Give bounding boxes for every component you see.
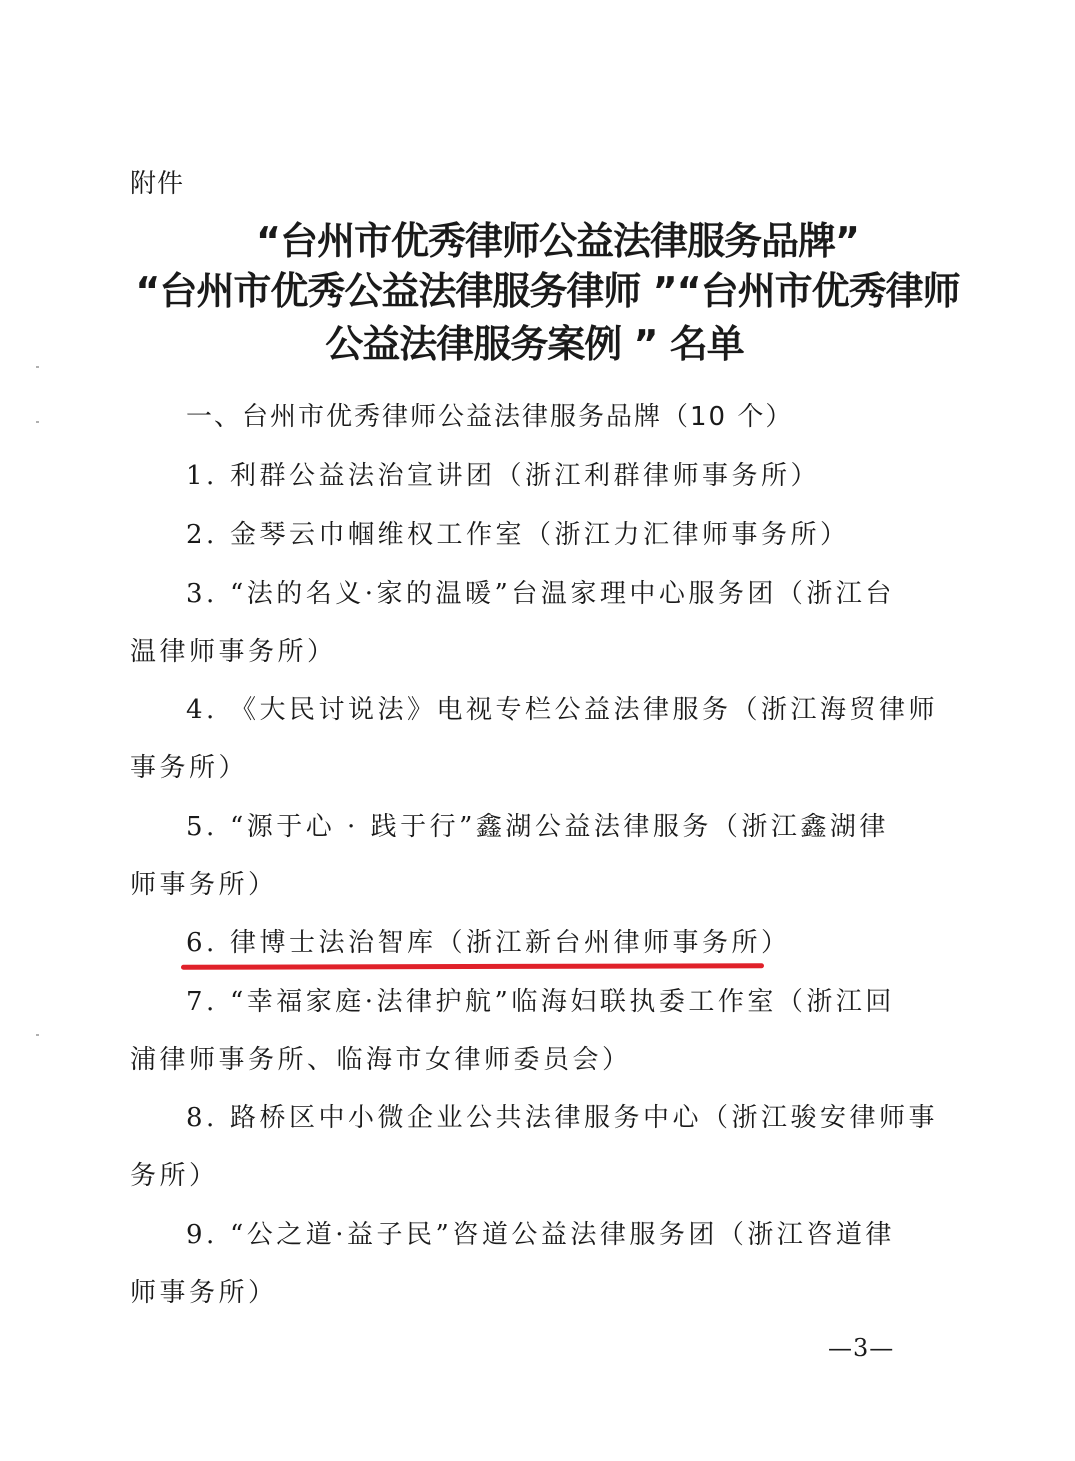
list-item — [186, 514, 850, 551]
red-underline-highlight — [181, 963, 764, 970]
item-text: 路桥区中小微企业公共法律服务中心（浙江骏安律师事 — [230, 1103, 939, 1133]
document-title-line-2: “台州市优秀公益法律服务律师 ”“台州市优秀律师 — [135, 269, 960, 313]
scan-speck — [36, 1034, 39, 1036]
list-item — [186, 573, 895, 610]
item-text: 利群公益法治宣讲团（浙江利群律师事务所） — [230, 461, 821, 491]
item-text: “法的名义·家的温暖”台温家理中心服务团（浙江台 — [230, 579, 895, 609]
list-item-continuation: 务所） — [130, 1161, 219, 1191]
attachment-label: 附件 — [130, 169, 185, 199]
list-item — [186, 1214, 895, 1251]
list-item — [186, 455, 820, 492]
list-item — [186, 806, 889, 843]
item-text: “公之道·益子民”咨道公益法律服务团（浙江咨道律 — [230, 1220, 895, 1250]
item-number: 8. — [186, 1103, 218, 1133]
item-text: 《大民讨说法》电视专栏公益法律服务（浙江海贸律师 — [230, 695, 939, 725]
item-text: “源于心 · 践于行”鑫湖公益法律服务（浙江鑫湖律 — [230, 812, 889, 842]
item-number: 5. — [186, 812, 218, 842]
list-item-continuation: 师事务所） — [130, 1278, 278, 1308]
item-number: 9. — [186, 1220, 218, 1250]
item-text: 金琴云巾帼维权工作室（浙江力汇律师事务所） — [230, 520, 850, 550]
item-number: 6. — [186, 928, 218, 958]
item-number: 4. — [186, 695, 218, 725]
document-title-line-1: “台州市优秀律师公益法律服务品牌” — [256, 219, 859, 263]
list-item — [186, 981, 895, 1018]
section-heading: 一、台州市优秀律师公益法律服务品牌（10 个） — [186, 402, 794, 432]
item-number: 7. — [186, 987, 218, 1017]
list-item-continuation: 温律师事务所） — [130, 637, 337, 667]
list-item-continuation: 浦律师事务所、临海市女律师委员会） — [130, 1045, 632, 1075]
list-item — [186, 689, 938, 726]
list-item-highlighted — [186, 922, 791, 959]
item-text: 律博士法治智库（浙江新台州律师事务所） — [230, 928, 791, 958]
item-text: “幸福家庭·法律护航”临海妇联执委工作室（浙江回 — [230, 987, 895, 1017]
page-number: —3— — [828, 1334, 895, 1362]
list-item-continuation: 事务所） — [130, 753, 249, 783]
list-item — [186, 1097, 938, 1134]
item-number: 2. — [186, 520, 218, 550]
item-number: 1. — [186, 461, 218, 491]
list-item-continuation: 师事务所） — [130, 870, 278, 900]
item-number: 3. — [186, 579, 218, 609]
document-title-line-3: 公益法律服务案例 ” 名单 — [325, 322, 744, 366]
scan-speck — [36, 421, 39, 423]
